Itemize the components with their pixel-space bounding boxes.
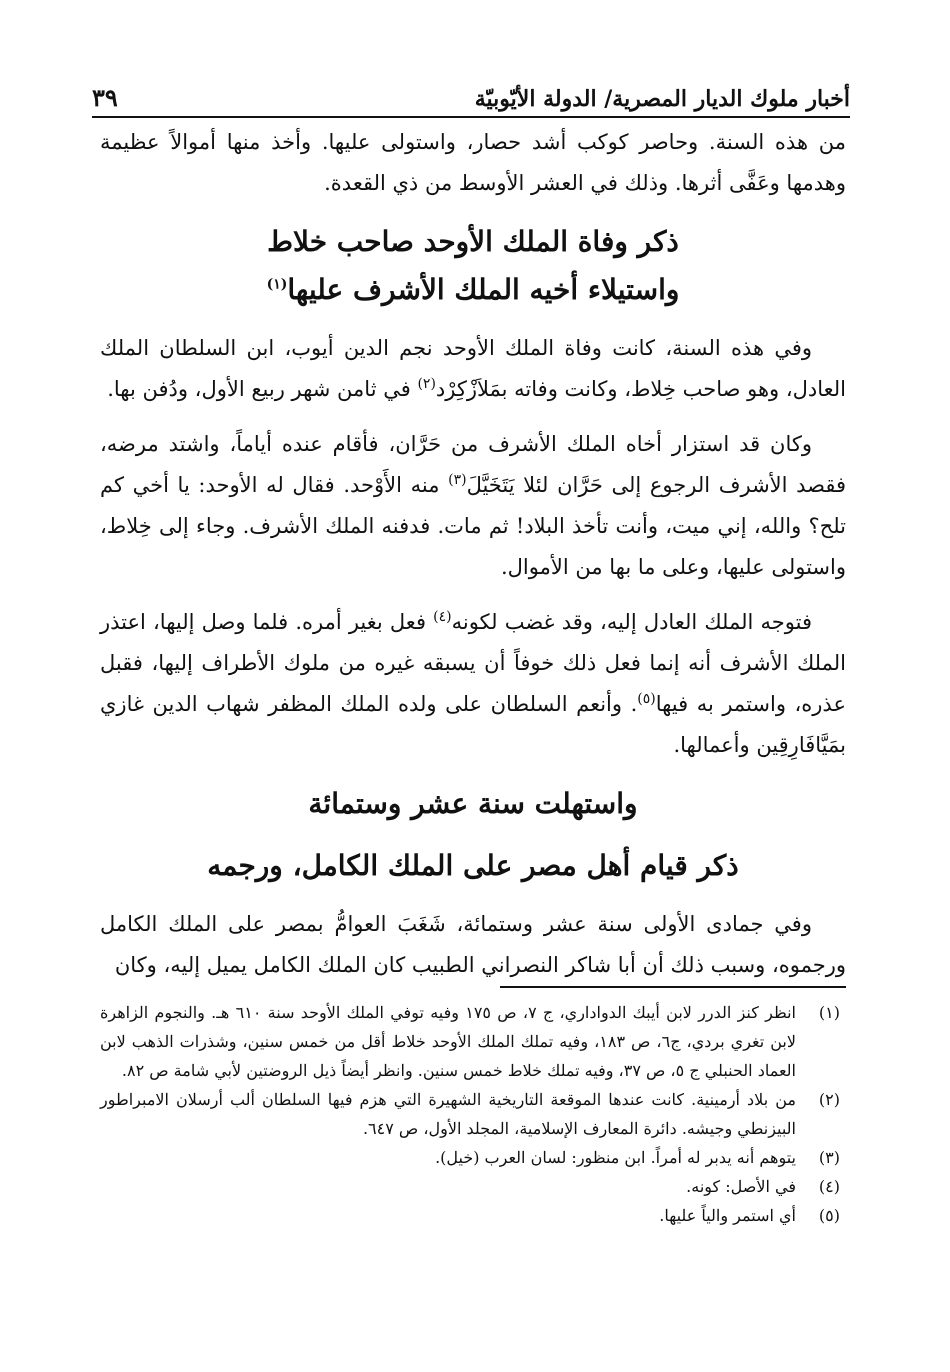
footnote-text: في الأصل: كونه. bbox=[686, 1177, 796, 1196]
header-rule bbox=[92, 116, 850, 118]
paragraph-visit-text-b: منه الأَوْحد. فقال له الأوحد: يا أخي كم تلح؟ والله، إني ميت، وأنت تأخذ البلاد! ثم مات. فدفنه الملك الأشرف. وجاء إلى خِلاط، واستولى عليها، وعلى ما بها من الأموال. bbox=[100, 473, 846, 579]
footnote-text: يتوهم أنه يدبر له أمراً. ابن منظور: لسان العرب (خيل). bbox=[435, 1148, 796, 1167]
main-text bbox=[100, 122, 846, 1000]
footnote-text: انظر كنز الدرر لابن أيبك الدواداري، ج ٧، ص ١٧٥ وفيه توفي الملك الأوحد سنة ٦١٠ هـ. والنجوم الزاهرة لابن تغري بردي، ج٦، ص ١٨٣، وفيه تملك الملك الأوحد خلاط أقل من خمس سنين، وشذرات الذهب لابن العماد الحنبلي ج ٥، ص ٣٧، وفيه تملك خلاط خمس سنين. وانظر أيضاً ذيل الروضتين لأبي شامة ص ٨٢. bbox=[100, 1003, 796, 1080]
footnote-text: من بلاد أرمينية. كانت عندها الموقعة التاريخية الشهيرة التي هزم فيها السلطان ألب أرسلان الامبراطور البيزنطي وجيشه. دائرة المعارف الإسلامية، المجلد الأول، ص ٦٤٧. bbox=[100, 1090, 796, 1138]
paragraph-continued: من هذه السنة. وحاصر كوكب أشد حصار، واستولى عليها. وأخذ منها أموالاً عظيمة وهدمها وعَفَّى أثرها. وذلك في العشر الأوسط من ذي القعدة. bbox=[100, 130, 846, 195]
footnote-rule bbox=[500, 986, 846, 988]
paragraph-al-adil-text-b: فعل بغير أمره. فلما وصل إليها، اعتذر الملك الأشرف أنه إنما فعل ذلك خوفاً أن يسبقه غيره من ملوك الأطراف إليها، فقبل عذره، واستمر به فيها bbox=[100, 610, 846, 716]
footnote-1 bbox=[100, 998, 846, 1085]
paragraph-death-text-b: في ثامن شهر ربيع الأول، ودُفن بها. bbox=[107, 377, 418, 401]
footnote-ref-2: (٢) bbox=[417, 376, 436, 392]
footnote-ref-1: (١) bbox=[266, 276, 288, 293]
footnote-ref-5: (٥) bbox=[637, 691, 656, 707]
heading-line-1: ذكر وفاة الملك الأوحد صاحب خلاط bbox=[267, 225, 679, 258]
paragraph-al-adil bbox=[100, 602, 846, 766]
paragraph-al-adil-text-c: . وأنعم السلطان على ولده الملك المظفر شهاب الدين غازي بمَيَّافَارِقِين وأعمالها. bbox=[100, 692, 846, 757]
section-heading-uprising-in-egypt: ذكر قيام أهل مصر على الملك الكامل، ورجمه bbox=[207, 849, 739, 882]
footnote-number: (٣) bbox=[818, 1148, 840, 1167]
footnote-number: (٥) bbox=[818, 1206, 840, 1225]
footnote-5 bbox=[100, 1201, 846, 1230]
footnote-text: أي استمر والياً عليها. bbox=[659, 1206, 796, 1225]
footnote-4 bbox=[100, 1172, 846, 1201]
footnote-number: (٢) bbox=[818, 1090, 840, 1109]
footnote-ref-3: (٣) bbox=[448, 472, 467, 488]
paragraph-visit bbox=[100, 424, 846, 588]
running-header bbox=[92, 72, 850, 112]
year-heading-610: واستهلت سنة عشر وستمائة bbox=[308, 787, 638, 820]
footnotes bbox=[100, 998, 846, 1230]
paragraph-al-adil-text-a: فتوجه الملك العادل إليه، وقد غضب لكونه bbox=[451, 610, 812, 634]
paragraph-death-text-a: وفي هذه السنة، كانت وفاة الملك الأوحد نجم الدين أيوب، ابن السلطان الملك العادل، وهو صاحب خِلاط، وكانت وفاته بمَلاَزْكِرْد bbox=[100, 336, 846, 401]
footnote-ref-4: (٤) bbox=[433, 609, 452, 625]
paragraph-uprising: وفي جمادى الأولى سنة عشر وستمائة، شَغَبَ العوامُّ بمصر على الملك الكامل ورجموه، وسبب ذلك أن أبا شاكر النصراني الطبيب كان الملك الكامل يميل إليه، وكان bbox=[100, 912, 846, 977]
footnote-3 bbox=[100, 1143, 846, 1172]
footnote-2 bbox=[100, 1085, 846, 1143]
paragraph-visit-text-a: وكان قد استزار أخاه الملك الأشرف من حَرَّان، فأقام عنده أياماً، واشتد مرضه، فقصد الأشرف الرجوع إلى حَرَّان لئلا يَتَخَيَّلَ bbox=[100, 432, 847, 497]
heading-line-2-text: واستيلاء أخيه الملك الأشرف عليها bbox=[287, 273, 680, 306]
footnote-number: (٤) bbox=[818, 1177, 840, 1196]
heading-line-2 bbox=[100, 266, 846, 314]
page-number: ٣٩ bbox=[92, 83, 118, 112]
section-heading-death-of-al-awhad bbox=[100, 218, 846, 314]
running-title: أخبار ملوك الديار المصرية/ الدولة الأيّوبيّة bbox=[474, 86, 850, 112]
paragraph-death bbox=[100, 328, 846, 410]
footnote-number: (١) bbox=[818, 1003, 840, 1022]
